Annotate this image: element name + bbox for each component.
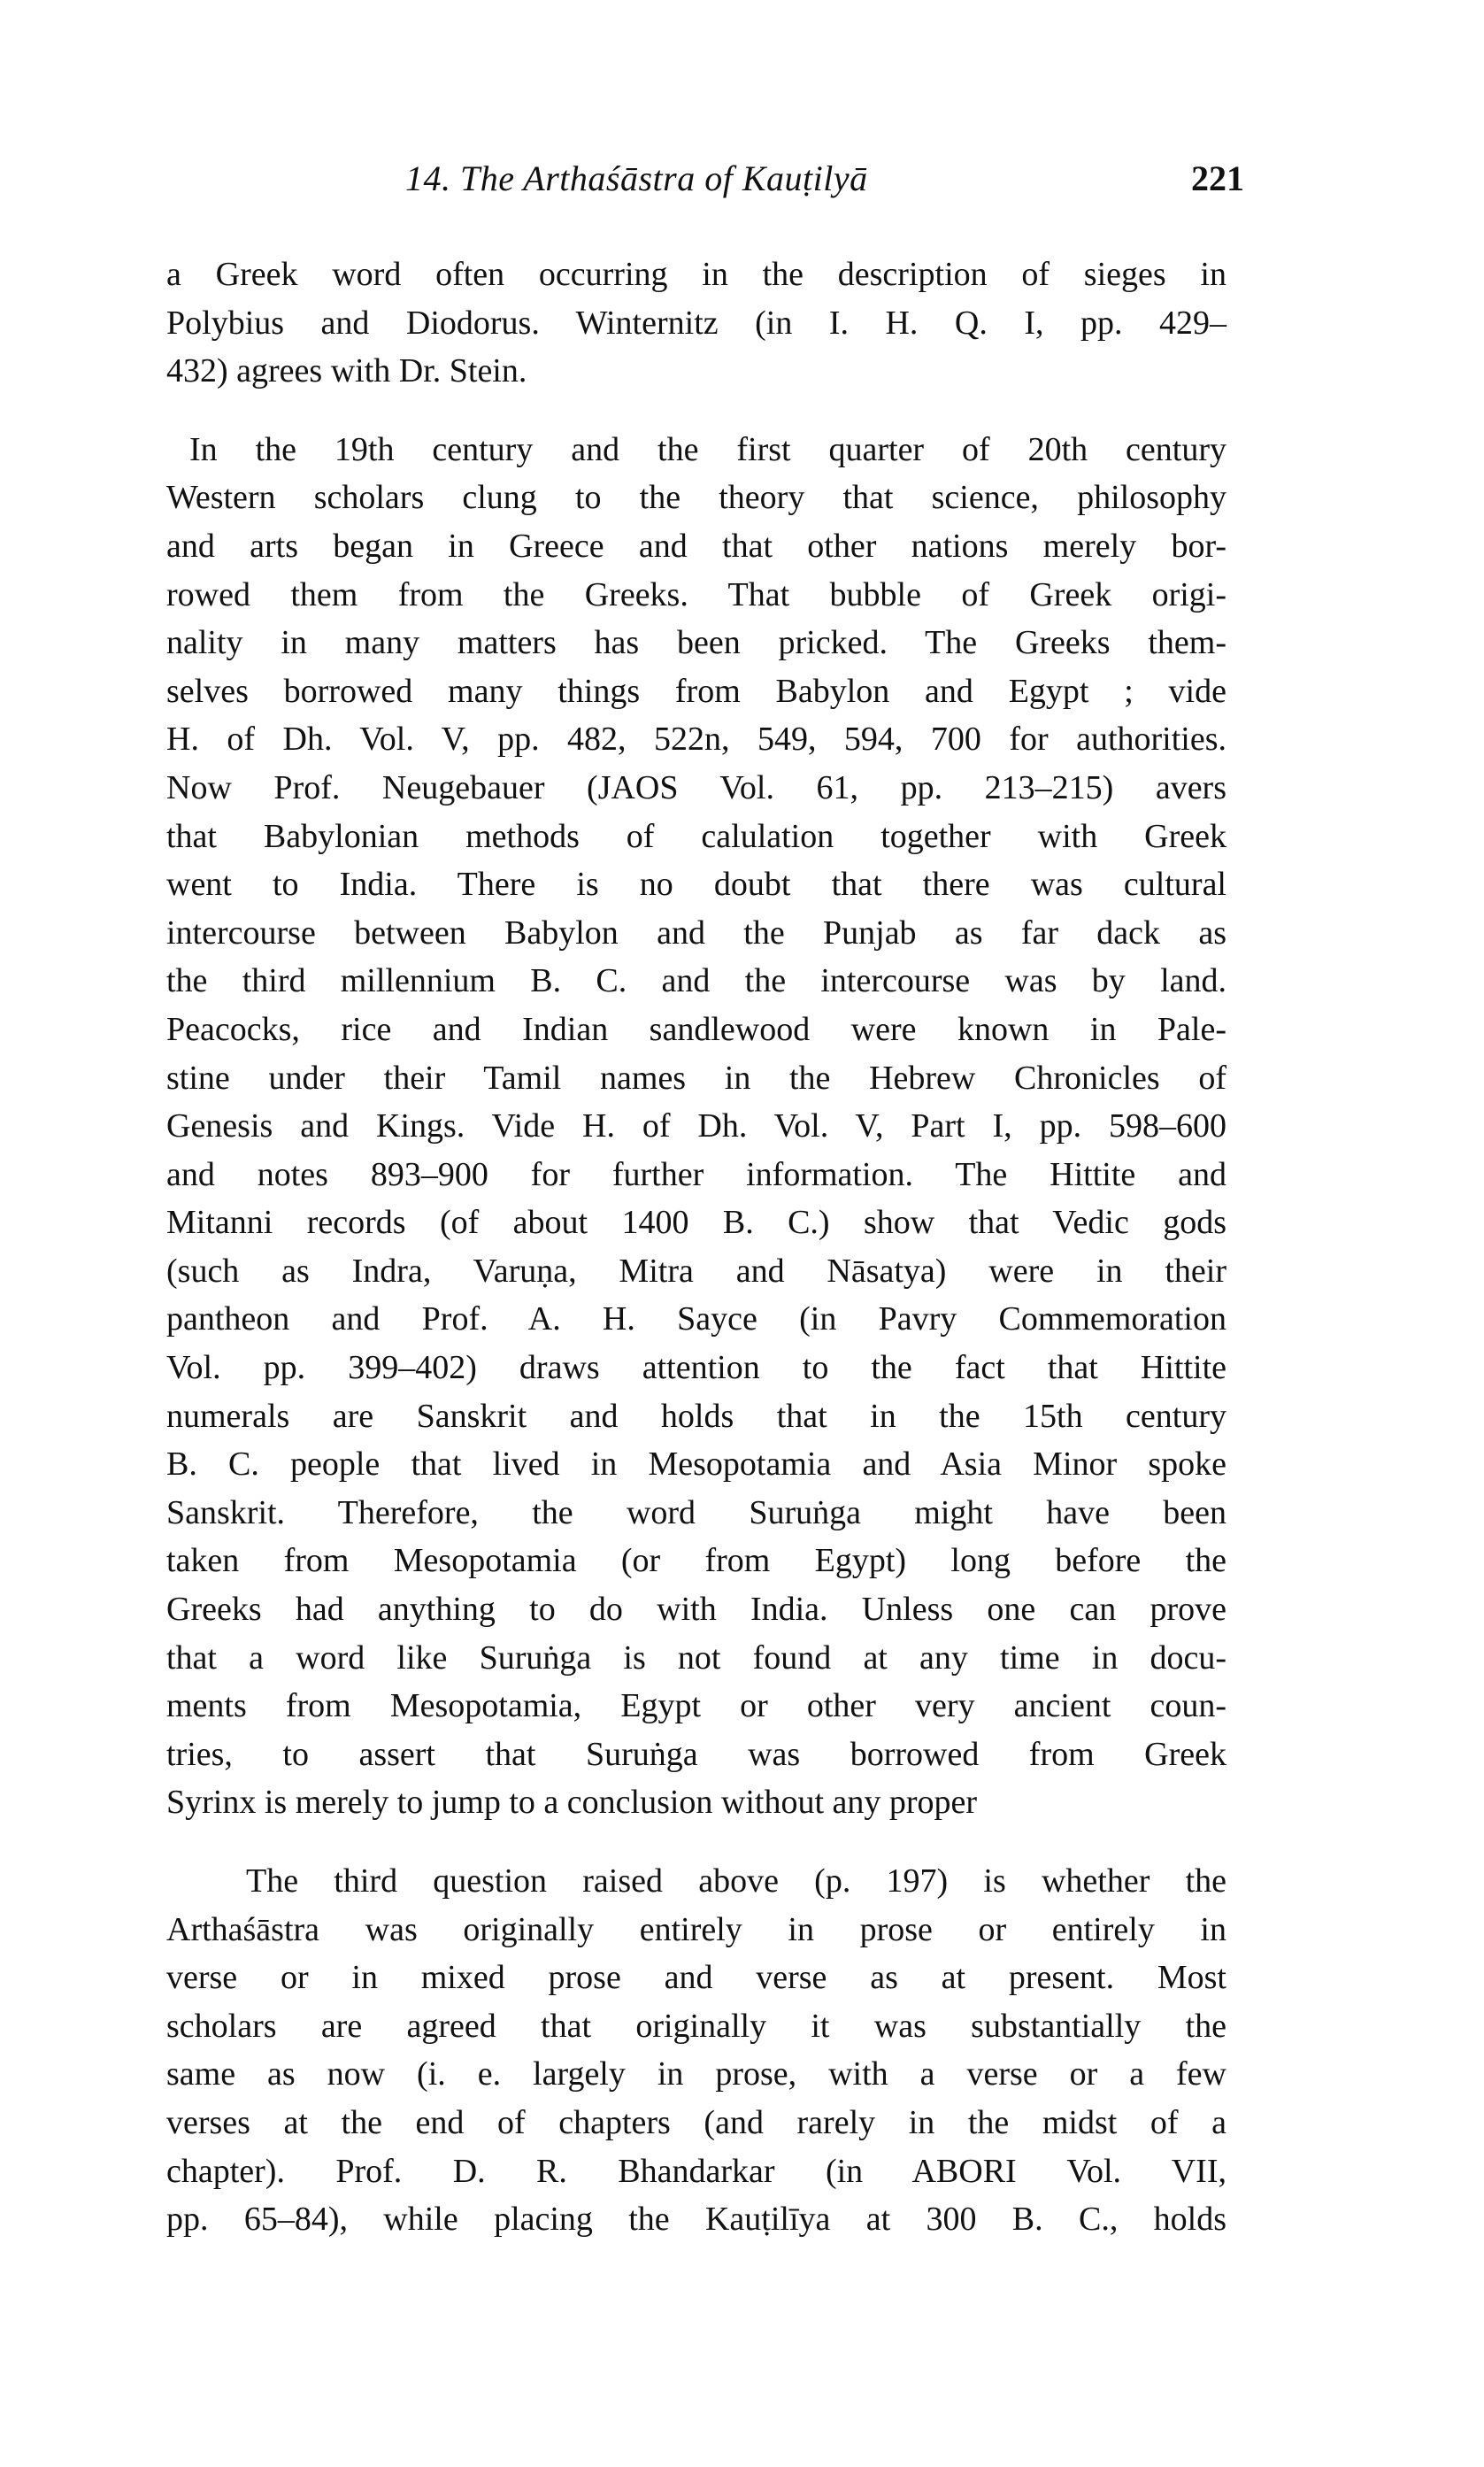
paragraph-2 <box>166 426 1226 1827</box>
text-line: Arthaśāstra was originally entirely in prose or entirely in <box>166 1910 1226 1948</box>
text-line: a Greek word often occurring in the description of sieges in <box>166 256 1226 293</box>
text-line: Vol. pp. 399–402) draws attention to the fact that Hittite <box>166 1349 1226 1387</box>
text-line: The third question raised above (p. 197) is whether the <box>246 1862 1226 1900</box>
text-line: numerals are Sanskrit and holds that in the 15th century <box>166 1397 1226 1435</box>
text-line: Mitanni records (of about 1400 B. C.) show that Vedic gods <box>166 1204 1226 1242</box>
running-title: 14. The Arthaśāstra of Kauṭilyā <box>405 158 868 198</box>
text-line: Sanskrit. Therefore, the word Suruṅga might have been <box>166 1493 1226 1531</box>
text-line: chapter). Prof. D. R. Bhandarkar (in ABORI Vol. VII, <box>166 2152 1226 2190</box>
body-text <box>166 251 1226 2244</box>
text-line: pantheon and Prof. A. H. Sayce (in Pavry Commemoration <box>166 1300 1226 1338</box>
page-number: 221 <box>1191 158 1244 198</box>
text-line: Greeks had anything to do with India. Unless one can prove <box>166 1591 1226 1629</box>
text-line: stine under their Tamil names in the Hebrew Chronicles of <box>166 1059 1226 1097</box>
text-line: Peacocks, rice and Indian sandlewood were known in Pale- <box>166 1010 1226 1048</box>
text-line: B. C. people that lived in Mesopotamia and Asia Minor spoke <box>166 1446 1226 1484</box>
text-line: and notes 893–900 for further information. The Hittite and <box>166 1155 1226 1193</box>
text-line: taken from Mesopotamia (or from Egypt) long before the <box>166 1542 1226 1580</box>
text-line: Genesis and Kings. Vide H. of Dh. Vol. V, Part I, pp. 598–600 <box>166 1107 1226 1145</box>
text-line: that a word like Suruṅga is not found at any time in docu- <box>166 1638 1226 1677</box>
text-line: 432) agrees with Dr. Stein. <box>166 352 527 390</box>
paragraph-3 <box>166 1857 1226 2244</box>
text-line: (such as Indra, Varuṇa, Mitra and Nāsatya) were in their <box>166 1252 1226 1290</box>
text-line: ments from Mesopotamia, Egypt or other very ancient coun- <box>166 1687 1226 1725</box>
text-line: Western scholars clung to the theory that science, philosophy <box>166 479 1226 517</box>
text-line: the third millennium B. C. and the intercourse was by land. <box>166 962 1226 1000</box>
text-line: intercourse between Babylon and the Punjab as far dack as <box>166 914 1226 952</box>
text-line: selves borrowed many things from Babylon and Egypt ; vide <box>166 672 1226 710</box>
text-line: tries, to assert that Suruṅga was borrowed from Greek <box>166 1735 1226 1773</box>
text-line: Polybius and Diodorus. Winternitz (in I. H. Q. I, pp. 429– <box>166 304 1226 342</box>
text-line: verse or in mixed prose and verse as at present. Most <box>166 1959 1226 1997</box>
text-line: and arts began in Greece and that other nations merely bor- <box>166 527 1226 565</box>
text-line: H. of Dh. Vol. V, pp. 482, 522n, 549, 594, 700 for authorities. <box>166 721 1226 759</box>
paragraph-spacer <box>166 1827 1226 1857</box>
text-line: Now Prof. Neugebauer (JAOS Vol. 61, pp. 213–215) avers <box>166 768 1226 806</box>
page-header <box>166 158 1244 211</box>
text-line: rowed them from the Greeks. That bubble of Greek origi- <box>166 575 1226 613</box>
text-line: scholars are agreed that originally it was substantially the <box>166 2007 1226 2045</box>
text-line: Syrinx is merely to jump to a conclusion without any proper <box>166 1784 978 1822</box>
text-line: verses at the end of chapters (and rarely in the midst of a <box>166 2103 1226 2141</box>
text-line: nality in many matters has been pricked. The Greeks them- <box>166 624 1226 662</box>
paragraph-1 <box>166 251 1226 396</box>
text-line: pp. 65–84), while placing the Kauṭilīya at 300 B. C., holds <box>166 2201 1226 2239</box>
paragraph-spacer <box>166 396 1226 426</box>
text-line: same as now (i. e. largely in prose, with a verse or a few <box>166 2055 1226 2093</box>
text-line: In the 19th century and the first quarter of 20th century <box>189 430 1226 468</box>
text-line: that Babylonian methods of calulation together with Greek <box>166 817 1226 855</box>
text-line: went to India. There is no doubt that there was cultural <box>166 866 1226 904</box>
